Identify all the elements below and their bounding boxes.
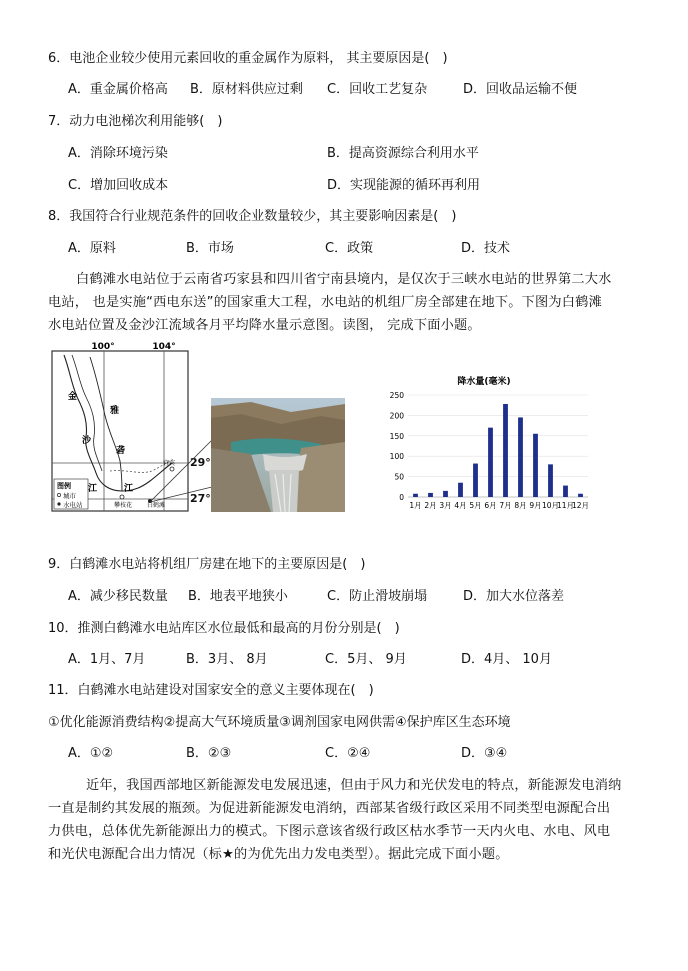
q10-option-c[interactable]: C．5月、 9月 — [325, 652, 407, 667]
q7-option-a[interactable]: A．消除环境污染 — [68, 146, 168, 161]
passage2-line-3: 力供电，总体优先新能源出力的模式。下图示意该省级行政区枯水季节一天内火电、水电、风电 — [48, 824, 611, 839]
q11-option-d[interactable]: D．③④ — [461, 746, 508, 761]
lon-label-104: 104° — [152, 342, 176, 352]
lat-label-29: 29° — [190, 456, 211, 469]
q9-stem: 9．白鹤滩水电站将机组厂房建在地下的主要原因是( ) — [48, 557, 366, 572]
y-tick-label: 50 — [394, 472, 404, 482]
dam-photo — [211, 398, 345, 516]
q11-items: ①优化能源消费结构②提高大气环境质量③调剂国家电网供需④保护库区生态环境 — [48, 715, 511, 730]
x-tick-label: 12月 — [571, 501, 590, 510]
passage2-line-1: 近年，我国西部地区新能源发电发展迅速，但由于风力和光伏发电的特点，新能源发电消纳 — [86, 778, 622, 793]
place-baihetan: 白鹤滩 — [147, 502, 166, 509]
x-tick-label: 1月 — [409, 501, 422, 510]
bar-2 — [428, 493, 433, 497]
q6-option-a[interactable]: A．重金属价格高 — [68, 82, 168, 97]
precipitation-chart — [376, 373, 592, 519]
river-char-sha: 沙 — [82, 436, 92, 446]
x-tick-label: 10月 — [541, 501, 560, 510]
q11-option-a[interactable]: A．①② — [68, 746, 114, 761]
bar-5 — [473, 464, 478, 497]
q10-option-d[interactable]: D．4月、 10月 — [461, 652, 552, 667]
y-tick-label: 250 — [389, 391, 404, 400]
bar-7 — [503, 404, 508, 497]
passage-new-energy — [48, 774, 648, 866]
river2-char-ya: 雅 — [110, 406, 120, 416]
x-tick-label: 6月 — [484, 501, 497, 510]
passage-baihetan — [48, 268, 648, 337]
bar-1 — [413, 494, 418, 497]
q11-stem: 11．白鹤滩水电站建设对国家安全的意义主要体现在( ) — [48, 683, 374, 698]
q8-option-d[interactable]: D．技术 — [461, 241, 511, 256]
legend-station: 水电站 — [63, 501, 83, 509]
q9-option-d[interactable]: D．加大水位落差 — [463, 589, 565, 604]
passage2-line-4: 和光伏电源配合出力情况（标★的为优先出力发电类型）。据此完成下面小题。 — [48, 847, 509, 862]
y-tick-label: 100 — [389, 452, 404, 462]
q10-stem: 10．推测白鹤滩水电站库区水位最低和最高的月份分别是( ) — [48, 621, 400, 636]
river2-char-jiang: 江 — [124, 484, 134, 494]
q8-option-c[interactable]: C．政策 — [325, 241, 374, 256]
q6-option-b[interactable]: B．原材料供应过剩 — [190, 82, 303, 97]
q8-stem: 8．我国符合行业规范条件的回收企业数量较少，其主要影响因素是( ) — [48, 209, 457, 224]
q9-option-a[interactable]: A．减少移民数量 — [68, 589, 168, 604]
river-char-jiang: 江 — [88, 484, 98, 494]
y-tick-label: 150 — [389, 431, 404, 441]
q11-option-b[interactable]: B．②③ — [186, 746, 232, 761]
legend-city: 城市 — [63, 492, 76, 500]
q6-option-d[interactable]: D．回收品运输不便 — [463, 82, 578, 97]
q10-option-a[interactable]: A．1月、7月 — [68, 652, 146, 667]
y-tick-label: 0 — [399, 493, 404, 502]
lat-label-27: 27° — [190, 492, 211, 505]
legend-title: 图例 — [57, 482, 71, 490]
location-map — [50, 341, 211, 517]
x-tick-label: 5月 — [469, 501, 482, 510]
bar-9 — [533, 434, 538, 497]
q6-stem: 6．电池企业较少使用元素回收的重金属作为原料， 其主要原因是( ) — [48, 51, 448, 66]
passage2-line-2: 一直是制约其发展的瓶颈。为促进新能源发电消纳，西部某省级行政区采用不同类型电源配合出 — [48, 801, 611, 816]
bar-8 — [518, 417, 523, 497]
q11-option-c[interactable]: C．②④ — [325, 746, 371, 761]
q9-option-c[interactable]: C．防止滑坡崩塌 — [327, 589, 428, 604]
q8-option-b[interactable]: B．市场 — [186, 241, 234, 256]
x-tick-label: 3月 — [439, 501, 452, 510]
place-panzhihua: 攀枝花 — [114, 502, 133, 509]
passage1-line-2: 电站， 也是实施“西电东送”的国家重大工程，水电站的机组厂房全部建在地下。下图为白鹤滩 — [48, 295, 602, 310]
bar-12 — [578, 494, 583, 497]
q8-option-a[interactable]: A．原料 — [68, 241, 116, 256]
x-tick-label: 8月 — [514, 501, 527, 510]
place-yibin: 宜宾 — [163, 460, 176, 467]
q9-option-b[interactable]: B．地表平地狭小 — [188, 589, 288, 604]
x-tick-label: 11月 — [556, 501, 575, 510]
chart-title: 降水量(毫米) — [457, 377, 511, 387]
x-tick-label: 4月 — [454, 501, 467, 510]
river2-char-long: 砻 — [116, 446, 126, 456]
y-tick-label: 200 — [389, 411, 404, 421]
q6-option-c[interactable]: C．回收工艺复杂 — [327, 82, 428, 97]
q7-stem: 7．动力电池梯次利用能够( ) — [48, 114, 223, 129]
lon-label-100: 100° — [91, 342, 115, 352]
x-tick-label: 2月 — [424, 501, 437, 510]
bar-10 — [548, 464, 553, 497]
q10-option-b[interactable]: B．3月、 8月 — [186, 652, 268, 667]
x-tick-label: 7月 — [499, 501, 512, 510]
x-tick-label: 9月 — [529, 501, 542, 510]
bar-11 — [563, 486, 568, 497]
bar-6 — [488, 428, 493, 497]
bar-4 — [458, 483, 463, 497]
passage1-line-3: 水电站位置及金沙江流域各月平均降水量示意图。读图， 完成下面小题。 — [48, 318, 481, 333]
bar-3 — [443, 491, 448, 497]
q7-option-c[interactable]: C．增加回收成本 — [68, 178, 169, 193]
passage1-line-1: 白鹤滩水电站位于云南省巧家县和四川省宁南县境内，是仅次于三峡水电站的世界第二大水 — [76, 272, 612, 287]
q7-option-b[interactable]: B．提高资源综合利用水平 — [327, 146, 479, 161]
river-char-jin: 金 — [68, 392, 78, 402]
q7-option-d[interactable]: D．实现能源的循环再利用 — [327, 178, 481, 193]
